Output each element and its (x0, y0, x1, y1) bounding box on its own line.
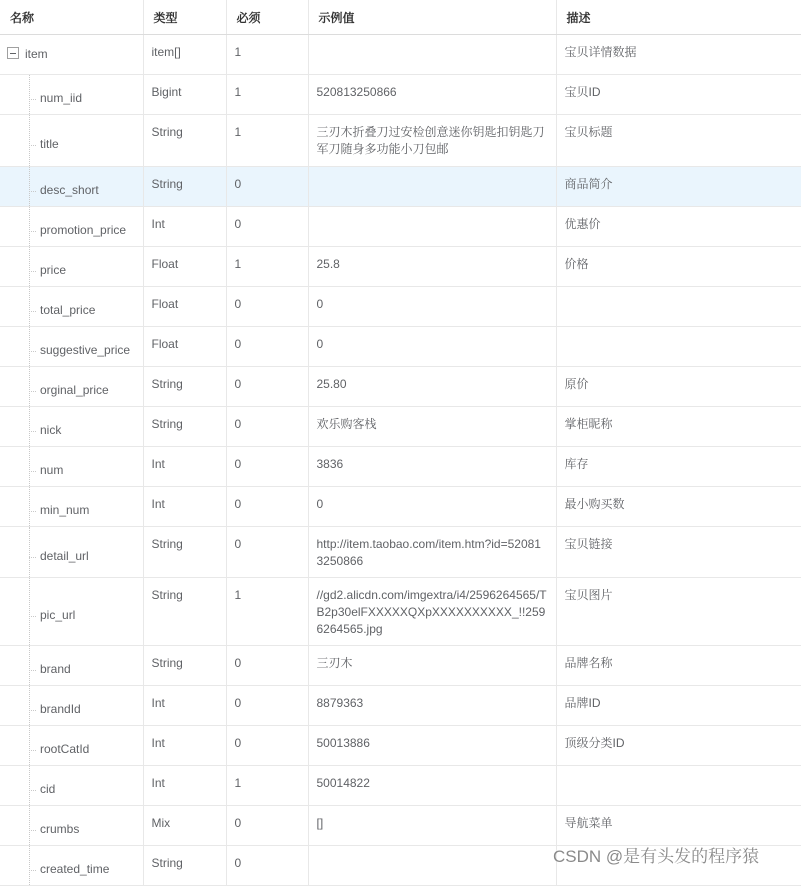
cell-required: 1 (226, 578, 308, 646)
cell-description: 最小购买数 (556, 487, 801, 527)
cell-description: 宝贝标题 (556, 115, 801, 167)
tree-node-label: rootCatId (40, 742, 90, 756)
tree-guide-line (29, 766, 30, 805)
cell-required: 0 (226, 367, 308, 407)
tree-guide-line (29, 407, 30, 446)
table-row[interactable] (0, 686, 801, 726)
cell-type: Int (143, 766, 226, 806)
cell-required: 0 (226, 806, 308, 846)
tree-guide-line (29, 287, 30, 326)
cell-type: String (143, 167, 226, 207)
tree-node-label: price (40, 263, 67, 277)
cell-example: 3836 (308, 447, 556, 487)
cell-type: item[] (143, 35, 226, 75)
cell-name (0, 407, 143, 447)
cell-name (0, 327, 143, 367)
cell-description (556, 287, 801, 327)
cell-required: 0 (226, 207, 308, 247)
tree-node-label: brand (40, 662, 71, 676)
table-row[interactable] (0, 527, 801, 578)
cell-type: String (143, 367, 226, 407)
tree-branch-line (29, 616, 36, 617)
tree-branch-line (29, 351, 36, 352)
cell-name (0, 686, 143, 726)
cell-example (308, 35, 556, 75)
tree-branch-line (29, 750, 36, 751)
cell-required: 0 (226, 487, 308, 527)
tree-node-label: promotion_price (40, 223, 127, 237)
cell-description: 宝贝链接 (556, 527, 801, 578)
tree-guide-line (29, 115, 30, 166)
cell-name (0, 75, 143, 115)
cell-description: 原价 (556, 367, 801, 407)
col-header-example[interactable]: 示例值 (308, 0, 556, 35)
cell-type: Float (143, 287, 226, 327)
cell-type: Int (143, 686, 226, 726)
tree-branch-line (29, 191, 36, 192)
tree-guide-line (29, 327, 30, 366)
col-header-description[interactable]: 描述 (556, 0, 801, 35)
cell-name (0, 35, 143, 75)
tree-guide-line (29, 578, 30, 645)
cell-type: String (143, 407, 226, 447)
cell-description: 导航菜单 (556, 806, 801, 846)
cell-example: 欢乐购客栈 (308, 407, 556, 447)
cell-type: Mix (143, 806, 226, 846)
cell-required: 0 (226, 167, 308, 207)
tree-node-label: orginal_price (40, 383, 109, 397)
tree-guide-line (29, 367, 30, 406)
cell-type: Int (143, 487, 226, 527)
cell-name (0, 766, 143, 806)
col-header-type[interactable]: 类型 (143, 0, 226, 35)
cell-required: 1 (226, 766, 308, 806)
table-row[interactable] (0, 35, 801, 75)
cell-description: 掌柜昵称 (556, 407, 801, 447)
table-row[interactable] (0, 327, 801, 367)
cell-type: String (143, 115, 226, 167)
tree-branch-line (29, 830, 36, 831)
tree-guide-line (29, 75, 30, 114)
cell-description (556, 327, 801, 367)
tree-branch-line (29, 710, 36, 711)
tree-node-label: brandId (40, 702, 81, 716)
tree-node-label: crumbs (40, 822, 80, 836)
cell-required: 0 (226, 447, 308, 487)
cell-description: 宝贝ID (556, 75, 801, 115)
cell-example (308, 207, 556, 247)
tree-branch-line (29, 145, 36, 146)
cell-name (0, 207, 143, 247)
cell-description: 价格 (556, 247, 801, 287)
tree-branch-line (29, 391, 36, 392)
tree-guide-line (29, 806, 30, 845)
cell-description: 优惠价 (556, 207, 801, 247)
cell-description: 顶级分类ID (556, 726, 801, 766)
table-row[interactable] (0, 806, 801, 846)
tree-node-label: num (40, 463, 64, 477)
tree-branch-line (29, 471, 36, 472)
tree-node-label: suggestive_price (40, 343, 131, 357)
table-row[interactable] (0, 367, 801, 407)
tree-branch-line (29, 311, 36, 312)
table-row[interactable] (0, 167, 801, 207)
tree-branch-line (29, 99, 36, 100)
cell-example: 50014822 (308, 766, 556, 806)
cell-example (308, 167, 556, 207)
cell-name (0, 115, 143, 167)
cell-name (0, 527, 143, 578)
cell-required: 1 (226, 35, 308, 75)
cell-name (0, 806, 143, 846)
cell-description: 宝贝详情数据 (556, 35, 801, 75)
cell-example: 0 (308, 287, 556, 327)
tree-guide-line (29, 247, 30, 286)
tree-guide-line (29, 207, 30, 246)
tree-node-label: nick (40, 423, 62, 437)
tree-branch-line (29, 231, 36, 232)
cell-description: 宝贝图片 (556, 578, 801, 646)
cell-example: 0 (308, 327, 556, 367)
cell-name (0, 447, 143, 487)
table-row[interactable] (0, 287, 801, 327)
cell-type: Bigint (143, 75, 226, 115)
tree-guide-line (29, 646, 30, 685)
table-row[interactable] (0, 487, 801, 527)
cell-name (0, 726, 143, 766)
tree-node-label: created_time (40, 862, 110, 876)
tree-node-label: title (40, 137, 59, 151)
cell-example: 三刃木 (308, 646, 556, 686)
cell-description: 商品简介 (556, 167, 801, 207)
tree-branch-line (29, 670, 36, 671)
tree-branch-line (29, 790, 36, 791)
cell-required: 0 (226, 846, 308, 886)
col-header-name[interactable]: 名称 (0, 0, 143, 35)
cell-name (0, 287, 143, 327)
cell-type: Float (143, 247, 226, 287)
cell-name (0, 846, 143, 886)
tree-node-label: num_iid (40, 91, 83, 105)
cell-example: [] (308, 806, 556, 846)
cell-name (0, 247, 143, 287)
cell-example: 520813250866 (308, 75, 556, 115)
watermark: CSDN @是有头发的程序猿 (553, 847, 760, 866)
tree-guide-line (29, 447, 30, 486)
tree-branch-line (29, 870, 36, 871)
table-row[interactable] (0, 578, 801, 646)
tree-guide-line (29, 167, 30, 206)
tree-node-label: detail_url (40, 549, 89, 563)
cell-description: 库存 (556, 447, 801, 487)
collapse-toggle-icon[interactable] (7, 47, 19, 59)
table-row[interactable] (0, 447, 801, 487)
cell-type: Float (143, 327, 226, 367)
cell-required: 0 (226, 726, 308, 766)
table-row[interactable] (0, 247, 801, 287)
tree-guide-line (29, 527, 30, 577)
cell-example: 25.80 (308, 367, 556, 407)
cell-name (0, 578, 143, 646)
tree-guide-line (29, 846, 30, 885)
cell-required: 1 (226, 115, 308, 167)
cell-type: String (143, 527, 226, 578)
cell-description: 品牌名称 (556, 646, 801, 686)
cell-required: 0 (226, 686, 308, 726)
table-header-row (0, 0, 801, 35)
tree-node-label: min_num (40, 503, 90, 517)
cell-required: 0 (226, 527, 308, 578)
cell-example: 8879363 (308, 686, 556, 726)
table-row[interactable] (0, 766, 801, 806)
cell-type: String (143, 846, 226, 886)
cell-name (0, 487, 143, 527)
tree-branch-line (29, 511, 36, 512)
cell-description: 品牌ID (556, 686, 801, 726)
table-row[interactable] (0, 646, 801, 686)
tree-guide-line (29, 726, 30, 765)
tree-guide-line (29, 487, 30, 526)
col-header-required[interactable]: 必须 (226, 0, 308, 35)
table-row[interactable] (0, 115, 801, 167)
table-row[interactable] (0, 75, 801, 115)
cell-description (556, 766, 801, 806)
cell-required: 0 (226, 407, 308, 447)
tree-branch-line (29, 557, 36, 558)
table-row[interactable] (0, 207, 801, 247)
tree-node-label: pic_url (40, 608, 76, 622)
cell-type: Int (143, 726, 226, 766)
cell-type: Int (143, 447, 226, 487)
table-row[interactable] (0, 407, 801, 447)
tree-node-label: total_price (40, 303, 96, 317)
cell-example: 0 (308, 487, 556, 527)
cell-required: 0 (226, 287, 308, 327)
cell-example (308, 846, 556, 886)
tree-branch-line (29, 271, 36, 272)
cell-example: 25.8 (308, 247, 556, 287)
tree-node-label: item (25, 47, 48, 61)
cell-example: 三刃木折叠刀过安检创意迷你钥匙扣钥匙刀 军刀随身多功能小刀包邮 (308, 115, 556, 167)
cell-example: 50013886 (308, 726, 556, 766)
tree-branch-line (29, 431, 36, 432)
table-row[interactable] (0, 726, 801, 766)
cell-required: 0 (226, 646, 308, 686)
cell-example: http://item.taobao.com/item.htm?id=52081 3250866 (308, 527, 556, 578)
tree-node-label: desc_short (40, 183, 99, 197)
cell-type: Int (143, 207, 226, 247)
cell-required: 1 (226, 247, 308, 287)
cell-name (0, 367, 143, 407)
cell-name (0, 167, 143, 207)
tree-guide-line (29, 686, 30, 725)
tree-node-label: cid (40, 782, 56, 796)
cell-name (0, 646, 143, 686)
cell-required: 0 (226, 327, 308, 367)
cell-type: String (143, 646, 226, 686)
cell-required: 1 (226, 75, 308, 115)
cell-example: //gd2.alicdn.com/imgextra/i4/2596264565/T B2p30elFXXXXXQXpXXXXXXXXXX_!!259 6264565.jpg (308, 578, 556, 646)
cell-type: String (143, 578, 226, 646)
